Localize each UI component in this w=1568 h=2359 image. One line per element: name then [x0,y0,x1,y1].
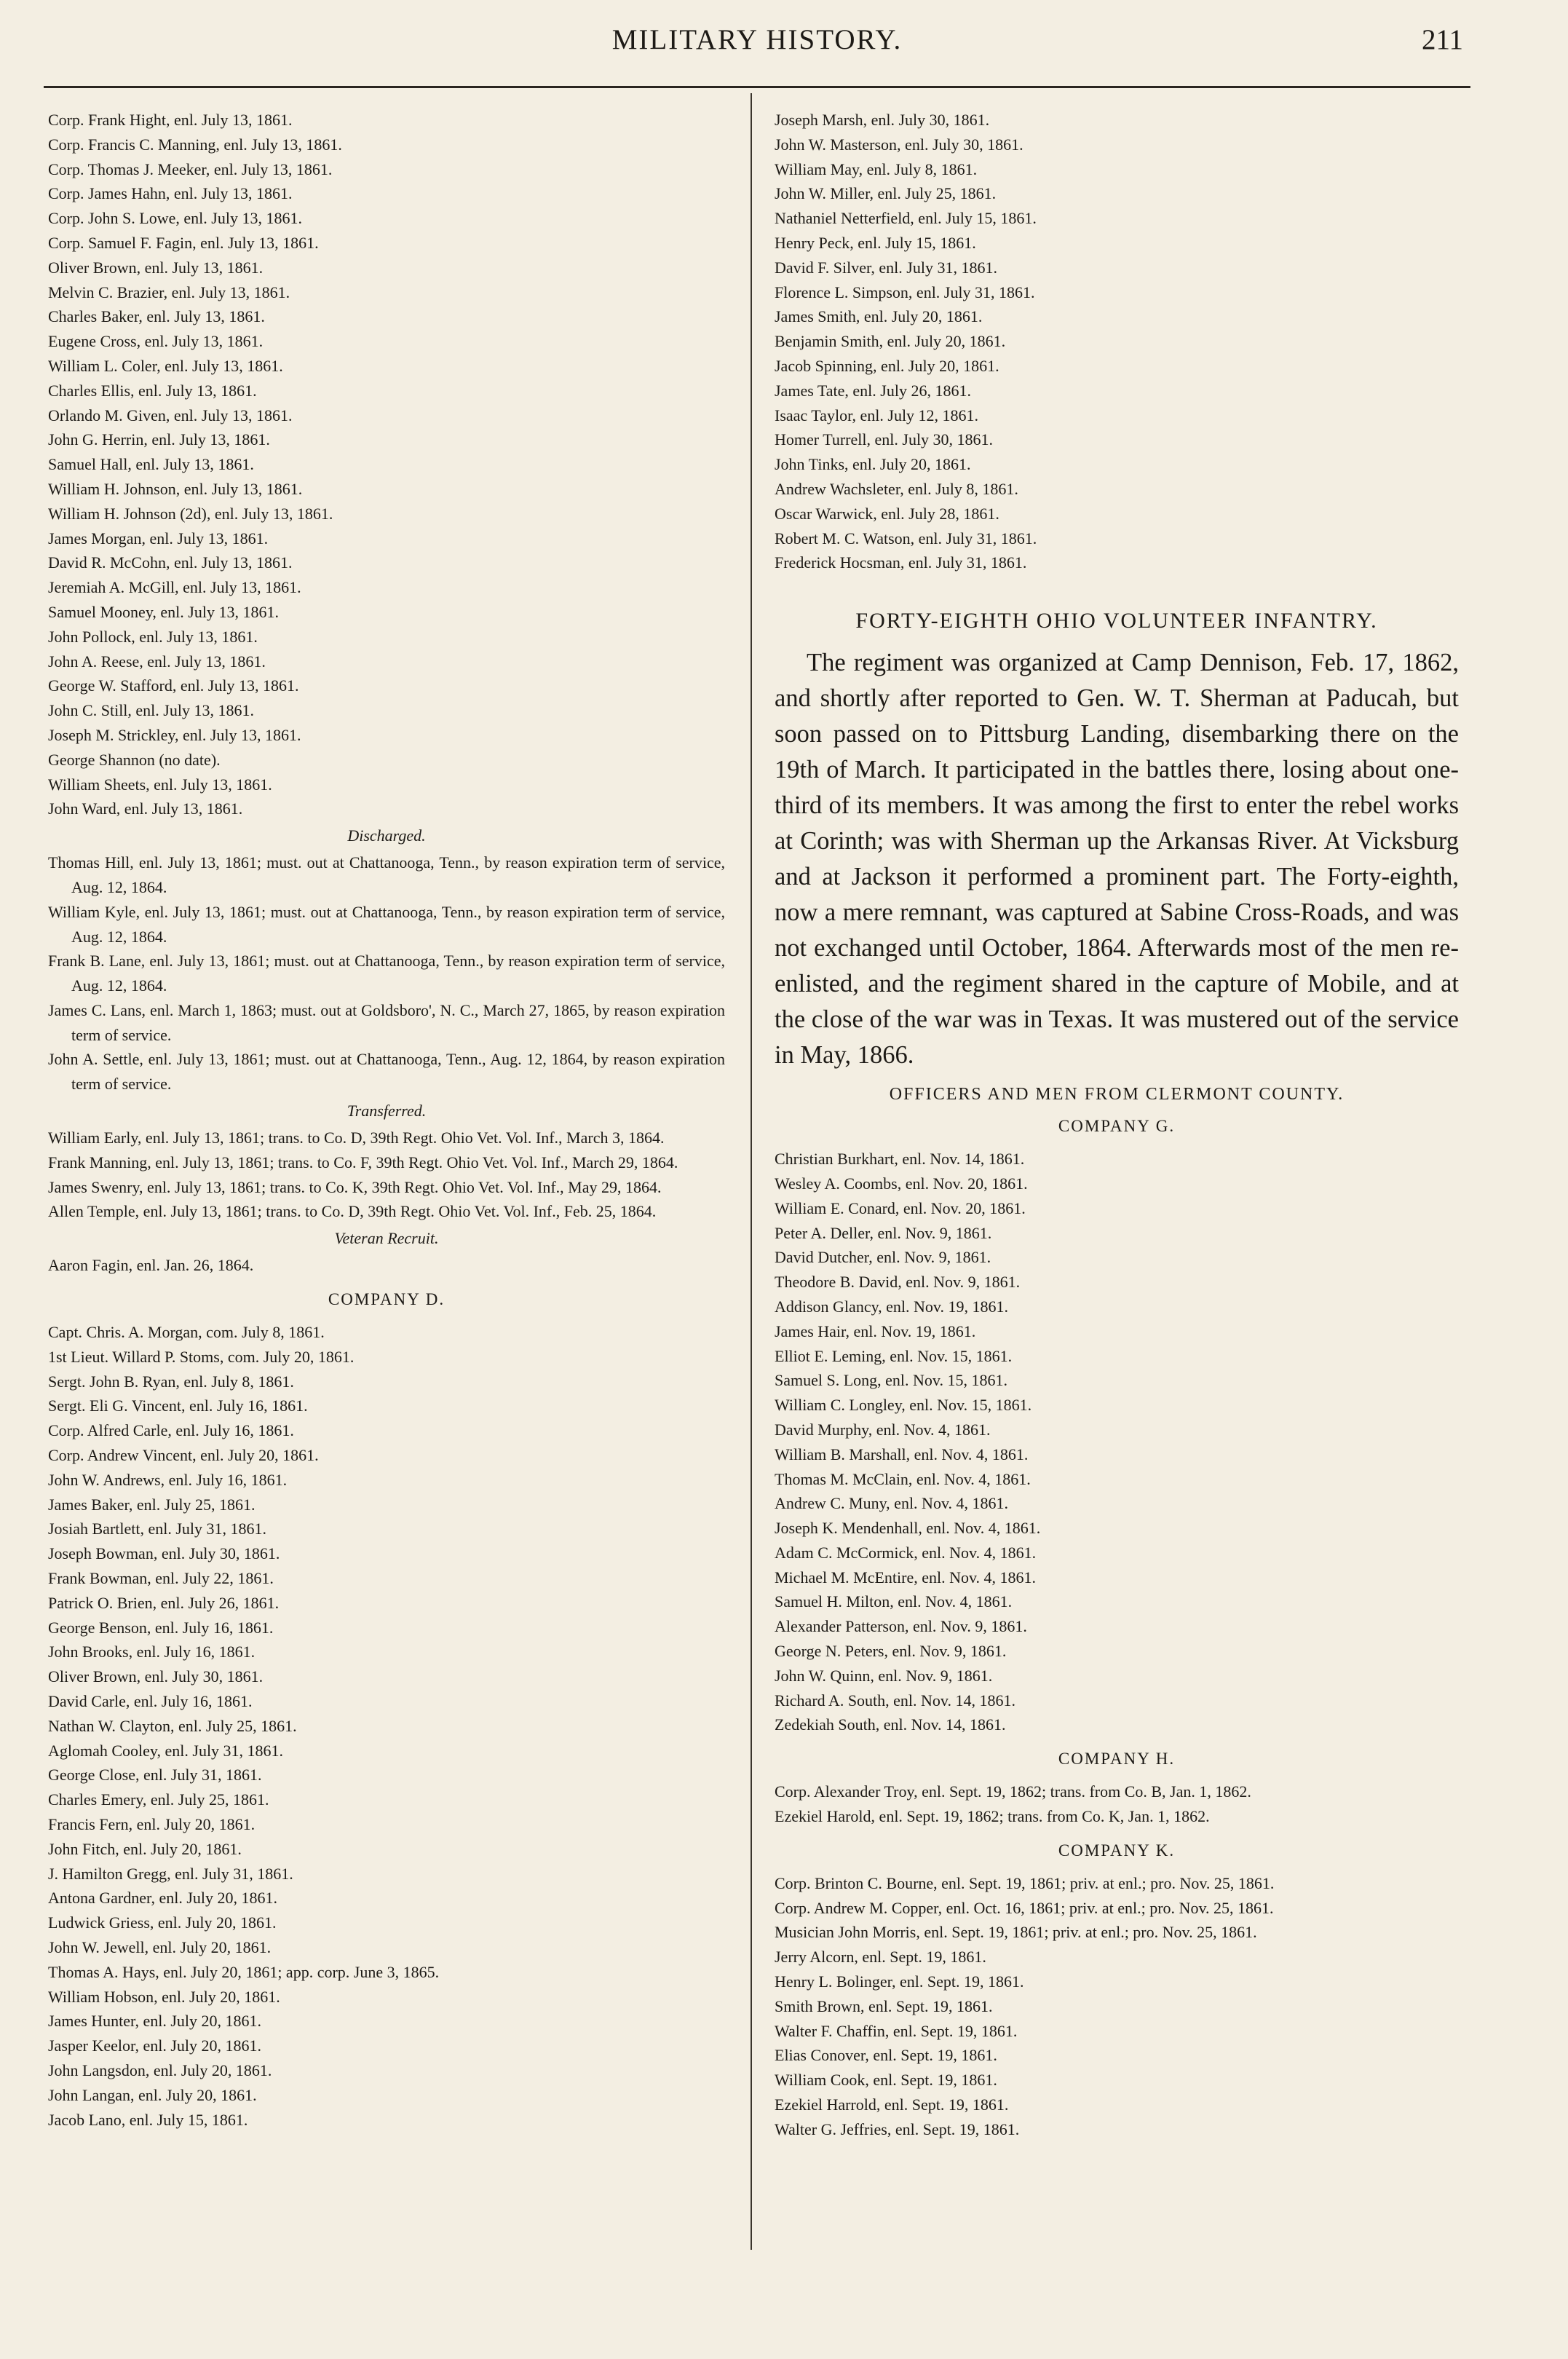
roster-entry: William Early, enl. July 13, 1861; trans. to Co. D, 39th Regt. Ohio Vet. Vol. Inf., March 3, 1864. [48,1129,665,1147]
roster-entry: Charles Emery, enl. July 25, 1861. [48,1790,269,1809]
roster-entry: George Shannon (no date). [48,750,221,769]
roster-entry: Corp. Frank Hight, enl. July 13, 1861. [48,111,293,129]
roster-entry: William L. Coler, enl. July 13, 1861. [48,356,283,375]
roster-entry: Elias Conover, enl. Sept. 19, 1861. [775,2046,997,2065]
roster-entry: Samuel Hall, enl. July 13, 1861. [48,455,254,474]
page-number: 211 [1421,24,1463,55]
roster-entry: Frank Bowman, enl. July 22, 1861. [48,1569,274,1588]
roster-entry: Homer Turrell, enl. July 30, 1861. [775,430,994,449]
roster-entry: Samuel H. Milton, enl. Nov. 4, 1861. [775,1592,1013,1611]
roster-entry: John W. Quinn, enl. Nov. 9, 1861. [775,1666,993,1685]
roster-entry: Eugene Cross, enl. July 13, 1861. [48,332,264,351]
roster-entry: Corp. Andrew Vincent, enl. July 20, 1861. [48,1446,319,1465]
roster-entry: Oliver Brown, enl. July 13, 1861. [48,258,264,277]
roster-entry: Corp. Brinton C. Bourne, enl. Sept. 19, 1861; priv. at enl.; pro. Nov. 25, 1861. [775,1873,1275,1892]
roster-entry: Francis Fern, enl. July 20, 1861. [48,1815,256,1833]
roster-entry: David Murphy, enl. Nov. 4, 1861. [775,1420,991,1439]
roster-entry: John Fitch, enl. July 20, 1861. [48,1839,242,1858]
roster-entry: John Langan, enl. July 20, 1861. [48,2085,257,2104]
column-divider [751,93,752,2250]
company-k-heading: COMPANY K. [1058,1841,1176,1860]
company-k-list [775,1871,1459,2142]
roster-entry: Aaron Fagin, enl. Jan. 26, 1864. [48,1256,254,1275]
veteran-list [48,1253,725,1278]
roster-entry: John Ward, enl. July 13, 1861. [48,799,243,818]
roster-entry: Peter A. Deller, enl. Nov. 9, 1861. [775,1223,992,1242]
roster-entry: James Tate, enl. July 26, 1861. [775,381,971,400]
roster-entry: Samuel Mooney, enl. July 13, 1861. [48,602,279,621]
roster-entry: James Smith, enl. July 20, 1861. [775,307,983,326]
discharged-list [48,850,725,1096]
roster-entry: Zedekiah South, enl. Nov. 14, 1861. [775,1715,1006,1734]
roster-entry: Joseph M. Strickley, enl. July 13, 1861. [48,725,301,744]
roster-entry: John A. Settle, enl. July 13, 1861; must. out at Chattanooga, Tenn., Aug. 12, 1864, by reason expiration term of service. [48,1050,725,1094]
roster-entry: Antona Gardner, enl. July 20, 1861. [48,1889,278,1908]
roster-entry: John Langsdon, enl. July 20, 1861. [48,2060,272,2079]
roster-entry: Corp. Alfred Carle, enl. July 16, 1861. [48,1421,294,1440]
roster-entry: Joseph Marsh, enl. July 30, 1861. [775,111,990,129]
roster-entry: Jacob Spinning, enl. July 20, 1861. [775,356,999,375]
roster-entry: William C. Longley, enl. Nov. 15, 1861. [775,1396,1032,1415]
roster-entry: Joseph Bowman, enl. July 30, 1861. [48,1544,280,1563]
roster-entry: Alexander Patterson, enl. Nov. 9, 1861. [775,1617,1027,1636]
roster-entry: Allen Temple, enl. July 13, 1861; trans. to Co. D, 39th Regt. Ohio Vet. Vol. Inf., Feb. 25, 1864. [48,1202,657,1221]
roster-entry: John W. Andrews, enl. July 16, 1861. [48,1470,288,1489]
roster-entry: Corp. James Hahn, enl. July 13, 1861. [48,184,293,203]
roster-entry: Oliver Brown, enl. July 30, 1861. [48,1667,264,1686]
officers-heading: OFFICERS AND MEN FROM CLERMONT COUNTY. [889,1085,1345,1105]
roster-entry: Melvin C. Brazier, enl. July 13, 1861. [48,282,290,301]
roster-entry: John G. Herrin, enl. July 13, 1861. [48,430,270,449]
roster-entry: Corp. Francis C. Manning, enl. July 13, 1861. [48,135,342,154]
roster-entry: George W. Stafford, enl. July 13, 1861. [48,676,299,695]
roster-entry: George N. Peters, enl. Nov. 9, 1861. [775,1642,1007,1661]
roster-entry: William Sheets, enl. July 13, 1861. [48,775,272,794]
roster-entry: George Close, enl. July 31, 1861. [48,1766,262,1785]
roster-entry: Charles Ellis, enl. July 13, 1861. [48,381,257,400]
running-title: MILITARY HISTORY. [611,24,903,55]
company-g-heading: COMPANY G. [1058,1117,1176,1136]
roster-entry: James Morgan, enl. July 13, 1861. [48,529,269,548]
roster-continued-list [775,108,1459,575]
header-rule [44,86,1470,88]
roster-entry: Jacob Lano, enl. July 15, 1861. [48,2110,248,2129]
roster-entry: James Hair, enl. Nov. 19, 1861. [775,1321,976,1340]
roster-entry: Adam C. McCormick, enl. Nov. 4, 1861. [775,1543,1037,1562]
roster-entry: Benjamin Smith, enl. July 20, 1861. [775,332,1006,351]
roster-entry: Capt. Chris. A. Morgan, com. July 8, 1861. [48,1323,325,1342]
roster-entry: J. Hamilton Gregg, enl. July 31, 1861. [48,1864,293,1883]
transferred-list [48,1126,725,1224]
roster-entry: Smith Brown, enl. Sept. 19, 1861. [775,1996,993,2015]
roster-entry: William May, enl. July 8, 1861. [775,159,978,178]
roster-entry: Walter G. Jeffries, enl. Sept. 19, 1861. [775,2119,1020,2138]
roster-entry: John W. Miller, enl. July 25, 1861. [775,184,997,203]
roster-entry: Frank Manning, enl. July 13, 1861; trans. to Co. F, 39th Regt. Ohio Vet. Vol. Inf., March 29, 1864. [48,1153,678,1171]
roster-entry: Joseph K. Mendenhall, enl. Nov. 4, 1861. [775,1519,1041,1538]
roster-entry: Aglomah Cooley, enl. July 31, 1861. [48,1741,284,1760]
roster-entry: Richard A. South, enl. Nov. 14, 1861. [775,1691,1015,1710]
roster-entry: Frank B. Lane, enl. July 13, 1861; must. out at Chattanooga, Tenn., by reason expiration term of service, Aug. 12, 1864. [48,952,725,995]
roster-entry: Sergt. John B. Ryan, enl. July 8, 1861. [48,1372,294,1391]
company-g-list [775,1147,1459,1737]
roster-entry: Samuel S. Long, enl. Nov. 15, 1861. [775,1371,1007,1390]
roster-entry: William B. Marshall, enl. Nov. 4, 1861. [775,1445,1029,1463]
roster-entry: John W. Masterson, enl. July 30, 1861. [775,135,1023,154]
roster-entry: Theodore B. David, enl. Nov. 9, 1861. [775,1273,1021,1292]
roster-entry: Thomas A. Hays, enl. July 20, 1861; app. corp. June 3, 1865. [48,1962,440,1981]
roster-entry: John Pollock, enl. July 13, 1861. [48,627,258,646]
transferred-heading: Transferred. [347,1102,427,1121]
roster-entry: 1st Lieut. Willard P. Stoms, com. July 20, 1861. [48,1347,355,1366]
roster-entry: Christian Burkhart, enl. Nov. 14, 1861. [775,1150,1025,1169]
roster-entry: Jasper Keelor, enl. July 20, 1861. [48,2036,262,2055]
roster-entry: William Hobson, enl. July 20, 1861. [48,1987,280,2006]
roster-entry: Sergt. Eli G. Vincent, enl. July 16, 1861. [48,1396,308,1415]
roster-entry: Thomas M. McClain, enl. Nov. 4, 1861. [775,1469,1031,1488]
roster-entry: James C. Lans, enl. March 1, 1863; must. out at Goldsboro', N. C., March 27, 1865, by reason expiration term of service. [48,1000,725,1044]
roster-entry: Oscar Warwick, enl. July 28, 1861. [775,504,999,523]
roster-entry: Isaac Taylor, enl. July 12, 1861. [775,406,979,424]
veteran-heading: Veteran Recruit. [334,1229,439,1248]
roster-entry: Orlando M. Given, enl. July 13, 1861. [48,406,293,424]
roster-entry: John C. Still, enl. July 13, 1861. [48,701,254,720]
roster-entry: Ezekiel Harold, enl. Sept. 19, 1862; trans. from Co. K, Jan. 1, 1862. [775,1807,1210,1826]
roster-entry: Corp. Thomas J. Meeker, enl. July 13, 1861. [48,159,333,178]
discharged-heading: Discharged. [347,826,426,845]
roster-entry: Andrew Wachsleter, enl. July 8, 1861. [775,479,1018,498]
roster-entry: David Carle, enl. July 16, 1861. [48,1692,253,1711]
roster-entry: Jeremiah A. McGill, enl. July 13, 1861. [48,578,301,597]
company-d-heading: COMPANY D. [328,1290,446,1309]
roster-entry: Michael M. McEntire, enl. Nov. 4, 1861. [775,1568,1037,1587]
roster-entry: Ludwick Griess, enl. July 20, 1861. [48,1913,277,1932]
roster-entry: John Tinks, enl. July 20, 1861. [775,455,971,474]
roster-entry: Corp. John S. Lowe, enl. July 13, 1861. [48,209,302,228]
roster-entry: David Dutcher, enl. Nov. 9, 1861. [775,1248,991,1267]
company-h-list [775,1779,1459,1829]
roster-entry: James Swenry, enl. July 13, 1861; trans. to Co. K, 39th Regt. Ohio Vet. Vol. Inf., May 29, 1864. [48,1177,662,1196]
roster-entry: Thomas Hill, enl. July 13, 1861; must. out at Chattanooga, Tenn., by reason expiration term of service, Aug. 12, 1864. [48,853,725,896]
roster-entry: Henry Peck, enl. July 15, 1861. [775,233,976,252]
roster-entry: Patrick O. Brien, enl. July 26, 1861. [48,1593,280,1612]
company-d-list [48,1320,725,2132]
roster-list [48,108,725,821]
roster-entry: William E. Conard, enl. Nov. 20, 1861. [775,1198,1026,1217]
roster-entry: Corp. Andrew M. Copper, enl. Oct. 16, 1861; priv. at enl.; pro. Nov. 25, 1861. [775,1898,1274,1917]
roster-entry: David R. McCohn, enl. July 13, 1861. [48,553,293,572]
roster-entry: Walter F. Chaffin, enl. Sept. 19, 1861. [775,2021,1018,2040]
regiment-title: FORTY-EIGHTH OHIO VOLUNTEER INFANTRY. [855,609,1378,633]
roster-entry: John A. Reese, enl. July 13, 1861. [48,652,266,671]
roster-entry: Henry L. Bolinger, enl. Sept. 19, 1861. [775,1972,1024,1991]
roster-entry: David F. Silver, enl. July 31, 1861. [775,258,997,277]
roster-entry: Nathaniel Netterfield, enl. July 15, 1861. [775,209,1037,228]
roster-entry: Wesley A. Coombs, enl. Nov. 20, 1861. [775,1174,1028,1193]
company-h-heading: COMPANY H. [1058,1750,1176,1769]
regiment-narrative: The regiment was organized at Camp Dennison, Feb. 17, 1862, and shortly after reported to Gen. W. T. Sherman at Paducah, but soon passed on to Pittsburg Landing, disembarking there on the 19th of March. It participated in the battles there, losing about one-third of its members. It was among the first to enter the rebel works at Corinth; was with Sherman up the Arkansas River. At Vicksburg and at Jackson it performed a prominent part. The Forty-eighth, now a mere remnant, was captured at Sabine Cross-Roads, and was not exchanged until October, 1864. Afterwards most of the men re-enlisted, and the regiment shared in the capture of Mobile, and at the close of the war was in Texas. It was mustered out of the service in May, 1866. [775,649,1459,1070]
roster-entry: Frederick Hocsman, enl. July 31, 1861. [775,553,1027,572]
roster-entry: Corp. Samuel F. Fagin, enl. July 13, 1861. [48,233,319,252]
roster-entry: William Cook, enl. Sept. 19, 1861. [775,2071,997,2090]
roster-entry: Andrew C. Muny, enl. Nov. 4, 1861. [775,1494,1009,1513]
left-column [48,108,725,2132]
roster-entry: William Kyle, enl. July 13, 1861; must. out at Chattanooga, Tenn., by reason expiration term of service, Aug. 12, 1864. [48,902,725,946]
right-column [775,108,1459,2142]
roster-entry: Josiah Bartlett, enl. July 31, 1861. [48,1520,267,1538]
roster-entry: Nathan W. Clayton, enl. July 25, 1861. [48,1716,297,1735]
roster-entry: Elliot E. Leming, enl. Nov. 15, 1861. [775,1346,1013,1365]
roster-entry: George Benson, enl. July 16, 1861. [48,1618,274,1637]
roster-entry: William H. Johnson, enl. July 13, 1861. [48,479,303,498]
roster-entry: James Hunter, enl. July 20, 1861. [48,2012,262,2031]
roster-entry: Jerry Alcorn, enl. Sept. 19, 1861. [775,1948,986,1967]
roster-entry: Corp. Alexander Troy, enl. Sept. 19, 1862; trans. from Co. B, Jan. 1, 1862. [775,1782,1251,1801]
roster-entry: Musician John Morris, enl. Sept. 19, 1861; priv. at enl.; pro. Nov. 25, 1861. [775,1923,1257,1942]
roster-entry: John Brooks, enl. July 16, 1861. [48,1643,256,1661]
roster-entry: Robert M. C. Watson, enl. July 31, 1861. [775,529,1037,548]
roster-entry: Charles Baker, enl. July 13, 1861. [48,307,265,326]
roster-entry: William H. Johnson (2d), enl. July 13, 1861. [48,504,333,523]
roster-entry: John W. Jewell, enl. July 20, 1861. [48,1937,272,1956]
roster-entry: James Baker, enl. July 25, 1861. [48,1495,256,1514]
roster-entry: Ezekiel Harrold, enl. Sept. 19, 1861. [775,2095,1009,2114]
roster-entry: Addison Glancy, enl. Nov. 19, 1861. [775,1297,1008,1316]
running-head [44,23,1470,67]
roster-entry: Florence L. Simpson, enl. July 31, 1861. [775,282,1035,301]
